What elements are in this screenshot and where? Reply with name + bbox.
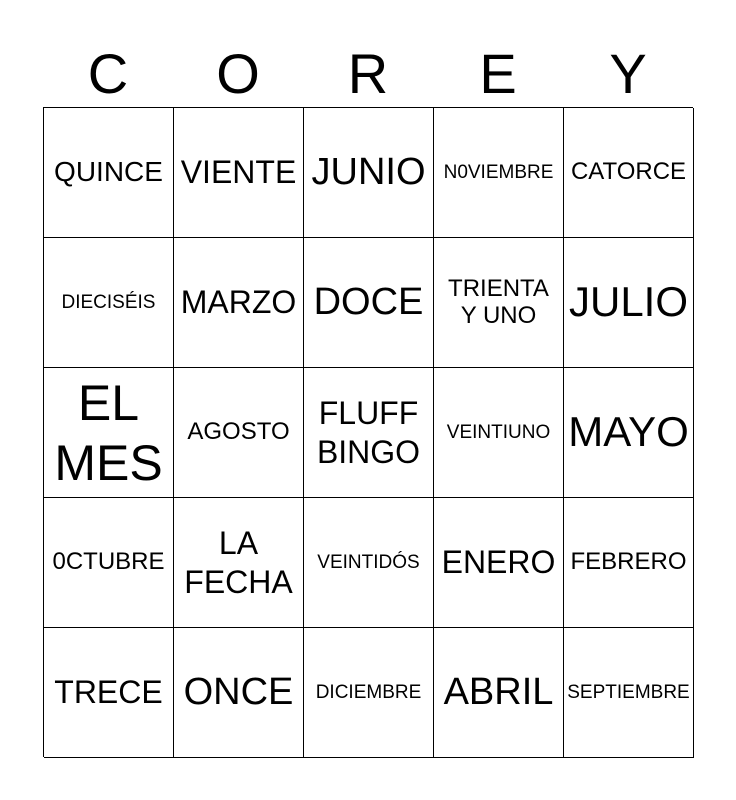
- cell-label: DOCE: [313, 280, 424, 323]
- bingo-cell[interactable]: [44, 368, 174, 498]
- bingo-cell[interactable]: [434, 368, 564, 498]
- cell-label: AGOSTO: [187, 418, 290, 446]
- bingo-cell[interactable]: [564, 238, 694, 368]
- bingo-cell[interactable]: [174, 238, 304, 368]
- header-letter-y: Y: [609, 42, 647, 105]
- bingo-cell[interactable]: [174, 368, 304, 498]
- bingo-cell[interactable]: [44, 108, 174, 238]
- cell-label: EL MES: [54, 374, 163, 491]
- bingo-cell[interactable]: [44, 498, 174, 628]
- cell-label: DIECISÉIS: [61, 291, 156, 313]
- cell-label: FEBRERO: [570, 548, 687, 576]
- cell-label: JULIO: [568, 278, 689, 326]
- cell-label: CATORCE: [570, 158, 687, 186]
- cell-label: TRIENTA Y UNO: [448, 275, 549, 329]
- header-letter-o: O: [216, 42, 260, 105]
- cell-label: 0CTUBRE: [52, 548, 165, 576]
- bingo-cell[interactable]: [564, 628, 694, 758]
- cell-label: MARZO: [180, 284, 297, 321]
- cell-label: VEINTIDÓS: [317, 551, 420, 573]
- cell-label: ABRIL: [443, 670, 554, 713]
- bingo-cell[interactable]: [434, 238, 564, 368]
- cell-label: ENERO: [441, 544, 556, 581]
- cell-label: MAYO: [568, 408, 689, 456]
- bingo-cell[interactable]: [44, 238, 174, 368]
- cell-label: ONCE: [183, 670, 294, 713]
- cell-label: N0VIEMBRE: [443, 161, 554, 183]
- header-letter-r: R: [347, 42, 389, 105]
- bingo-cell[interactable]: [304, 238, 434, 368]
- cell-label: VEINTIUNO: [446, 421, 551, 443]
- cell-label: QUINCE: [54, 156, 163, 188]
- bingo-cell[interactable]: [564, 498, 694, 628]
- bingo-cell[interactable]: [304, 108, 434, 238]
- cell-label: LA FECHA: [184, 525, 293, 600]
- bingo-cell[interactable]: [304, 368, 434, 498]
- bingo-board: [43, 107, 693, 757]
- cell-label: VIENTE: [180, 154, 297, 191]
- bingo-cell[interactable]: [174, 628, 304, 758]
- header-letter-e: E: [479, 42, 517, 105]
- bingo-cell[interactable]: [434, 628, 564, 758]
- cell-label: TRECE: [54, 674, 163, 711]
- bingo-cell[interactable]: [564, 108, 694, 238]
- bingo-cell[interactable]: [174, 108, 304, 238]
- cell-label: SEPTIEMBRE: [567, 681, 690, 703]
- bingo-cell[interactable]: [44, 628, 174, 758]
- cell-label: FLUFF BINGO: [316, 395, 421, 470]
- bingo-cell[interactable]: [304, 498, 434, 628]
- bingo-cell[interactable]: [434, 108, 564, 238]
- bingo-cell[interactable]: [434, 498, 564, 628]
- bingo-header: [43, 40, 693, 108]
- bingo-cell[interactable]: [174, 498, 304, 628]
- cell-label: DICIEMBRE: [315, 681, 422, 703]
- bingo-cell[interactable]: [564, 368, 694, 498]
- cell-label: JUNIO: [311, 150, 426, 193]
- bingo-cell[interactable]: [304, 628, 434, 758]
- header-letter-c: C: [87, 42, 129, 105]
